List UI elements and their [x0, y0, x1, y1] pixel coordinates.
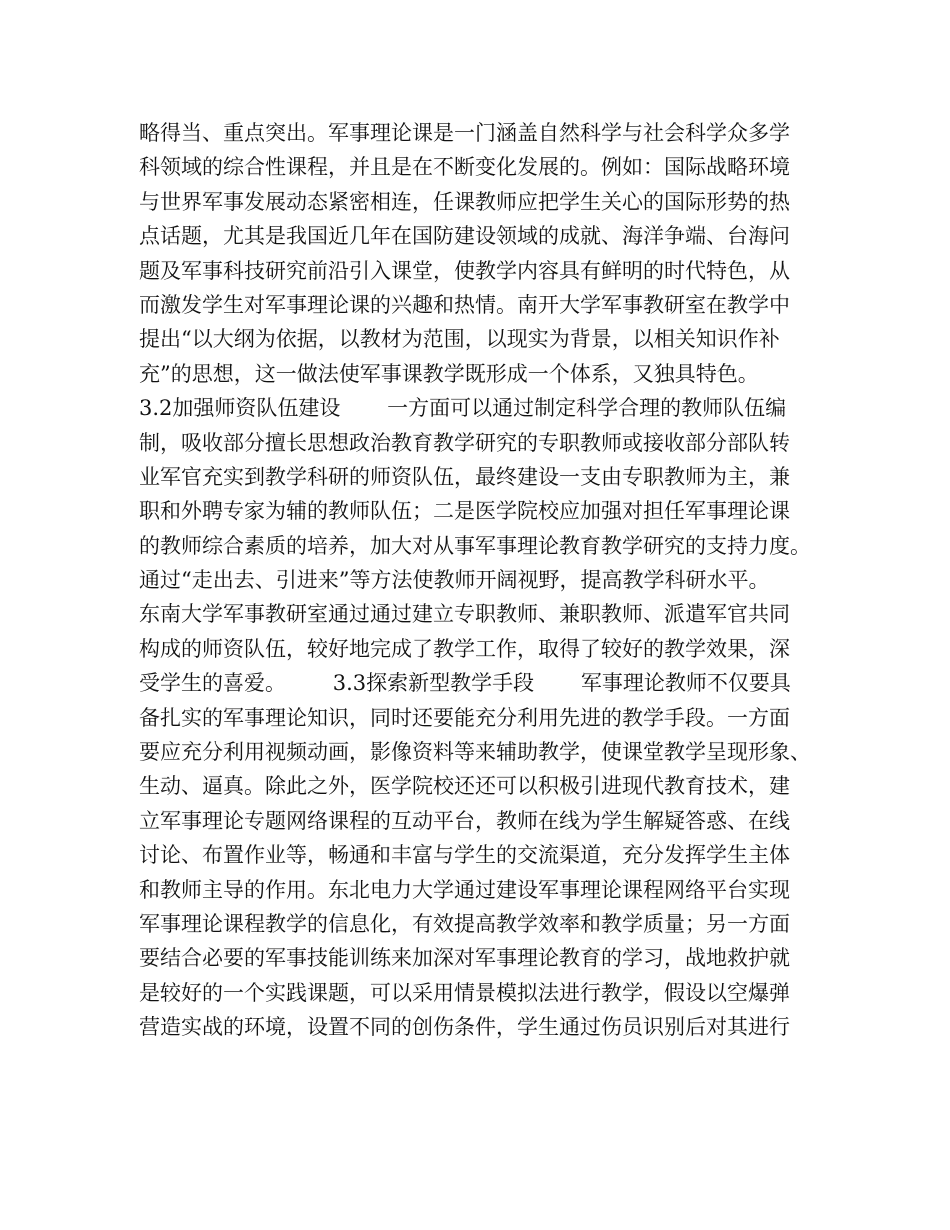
text-line: 点话题，尤其是我国近几年在国防建设领域的成就、海洋争端、台海问 — [139, 224, 790, 249]
text-line: 科领域的综合性课程，并且是在不断变化发展的。例如：国际战略环境 — [139, 155, 790, 180]
text-line: 业军官充实到教学科研的师资队伍，最终建设一支由专职教师为主，兼 — [139, 464, 790, 489]
text-line: 制，吸收部分擅长思想政治教育教学研究的专职教师或接收部分部队转 — [139, 430, 790, 455]
text-line: 职和外聘专家为辅的教师队伍；二是医学院校应加强对担任军事理论课 — [139, 499, 790, 524]
text-line: 要结合必要的军事技能训练来加深对军事理论教育的学习，战地救护就 — [139, 946, 790, 971]
text-line: 东南大学军事教研室通过通过建立专职教师、兼职教师、派遣军官共同 — [139, 602, 790, 627]
text-line: 构成的师资队伍，较好地完成了教学工作，取得了较好的教学效果，深 — [139, 636, 790, 661]
text-line: 充”的思想，这一做法使军事课教学既形成一个体系，又独具特色。 — [139, 361, 759, 386]
text-line: 题及军事科技研究前沿引入课堂，使教学内容具有鲜明的时代特色，从 — [139, 258, 790, 283]
text-line: 3.2加强师资队伍建设 一方面可以通过制定科学合理的教师队伍编 — [139, 396, 787, 421]
text-line: 略得当、重点突出。军事理论课是一门涵盖自然科学与社会科学众多学 — [139, 121, 790, 145]
text-line: 营造实战的环境，设置不同的创伤条件，学生通过伤员识别后对其进行 — [139, 1015, 790, 1040]
text-line: 备扎实的军事理论知识，同时还要能充分利用先进的教学手段。一方面 — [139, 705, 790, 730]
text-line: 提出“以大纲为依据，以教材为范围，以现实为背景，以相关知识作补 — [139, 327, 780, 352]
text-line: 生动、逼真。除此之外，医学院校还还可以积极引进现代教育技术，建 — [139, 774, 790, 799]
text-line: 的教师综合素质的培养，加大对从事军事理论教育教学研究的支持力度。 — [139, 533, 811, 558]
text-line: 受学生的喜爱。 3.3探索新型教学手段 军事理论教师不仅要具 — [139, 671, 791, 696]
body-text — [139, 116, 819, 1045]
text-line: 与世界军事发展动态紧密相连，任课教师应把学生关心的国际形势的热 — [139, 189, 790, 214]
text-line: 通过“走出去、引进来”等方法使教师开阔视野，提高教学科研水平。 — [139, 568, 770, 593]
text-line: 而激发学生对军事理论课的兴趣和热情。南开大学军事教研室在教学中 — [139, 292, 790, 317]
text-line: 讨论、布置作业等，畅通和丰富与学生的交流渠道，充分发挥学生主体 — [139, 843, 790, 868]
text-line: 立军事理论专题网络课程的互动平台，教师在线为学生解疑答惑、在线 — [139, 808, 790, 833]
text-line: 军事理论课程教学的信息化，有效提高教学效率和教学质量；另一方面 — [139, 911, 790, 936]
text-line: 和教师主导的作用。东北电力大学通过建设军事理论课程网络平台实现 — [139, 877, 790, 902]
text-line: 是较好的一个实践课题，可以采用情景模拟法进行教学，假设以空爆弹 — [139, 980, 790, 1005]
text-line: 要应充分利用视频动画，影像资料等来辅助教学，使课堂教学呈现形象、 — [139, 740, 811, 765]
